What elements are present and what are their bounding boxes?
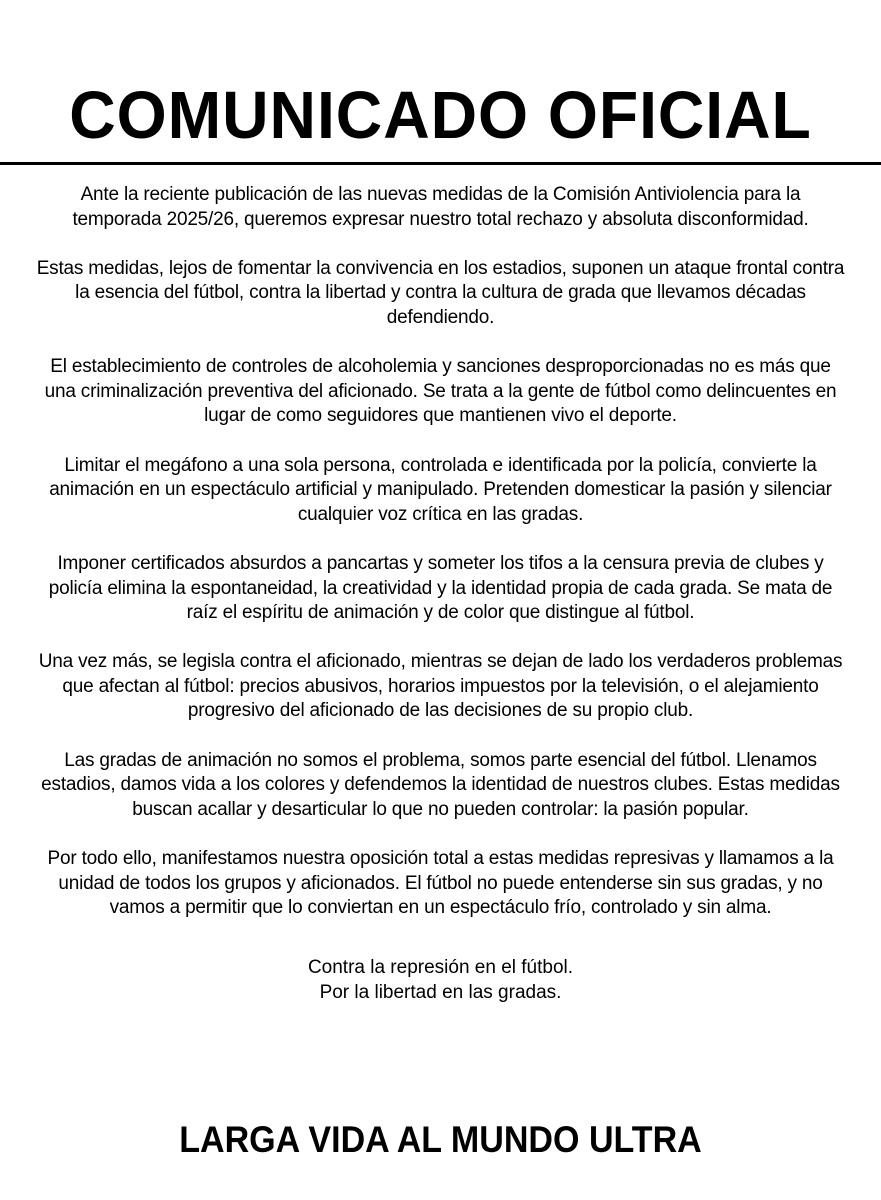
title-divider: [0, 162, 881, 165]
paragraph: Por todo ello, manifestamos nuestra oposición total a estas medidas represivas y llamamos a la unidad de todos los grupos y aficionados. El fútbol no puede entenderse sin sus gradas, y no vamos a permitir que lo conviertan en un espectáculo frío, controlado y sin alma.: [47, 848, 834, 919]
paragraph: Ante la reciente publicación de las nuevas medidas de la Comisión Antiviolencia para la temporada 2025/26, queremos expresar nuestro total rechazo y absoluta disconformidad.: [72, 184, 809, 230]
paragraph: Estas medidas, lejos de fomentar la convivencia en los estadios, suponen un ataque frontal contra la esencia del fútbol, contra la libertad y contra la cultura de grada que llevamos décadas defendiendo.: [36, 257, 845, 328]
paragraph: Imponer certificados absurdos a pancartas y someter los tifos a la censura previa de clubes y policía elimina la espontaneidad, la creatividad y la identidad propia de cada grada. Se mata de raíz el espíritu de animación y de color que distingue al fútbol.: [48, 552, 833, 624]
paragraph: Una vez más, se legisla contra el aficionado, mientras se dejan de lado los verdaderos problemas que afectan al fútbol: precios abusivos, horarios impuestos por la televisión, o el alejamiento progresivo del aficionado de las decisiones de su propio club.: [38, 651, 843, 722]
slogan: LARGA VIDA AL MUNDO ULTRA: [179, 1119, 702, 1160]
document-title: COMUNICADO OFICIAL: [69, 77, 812, 153]
closing-line: Contra la represión en el fútbol.: [307, 957, 574, 978]
closing-line: Por la libertad en las gradas.: [319, 981, 562, 1003]
statement-body: [34, 183, 847, 945]
closing-lines: [0, 956, 881, 1005]
paragraph: Las gradas de animación no somos el problema, somos parte esencial del fútbol. Llenamos estadios, damos vida a los colores y defendemos la identidad de nuestros clubes. Estas medidas buscan acallar y desarticular lo que no pueden controlar: la pasión popular.: [41, 749, 840, 820]
paragraph: Limitar el megáfono a una sola persona, controlada e identificada por la policía, convierte la animación en un espectáculo artificial y manipulado. Pretenden domesticar la pasión y silenciar cualquier voz crítica en las gradas.: [49, 454, 832, 525]
paragraph: El establecimiento de controles de alcoholemia y sanciones desproporcionadas no es más que una criminalización preventiva del aficionado. Se trata a la gente de fútbol como delincuentes en lugar de como seguidores que mantienen vivo el deporte.: [44, 356, 837, 427]
